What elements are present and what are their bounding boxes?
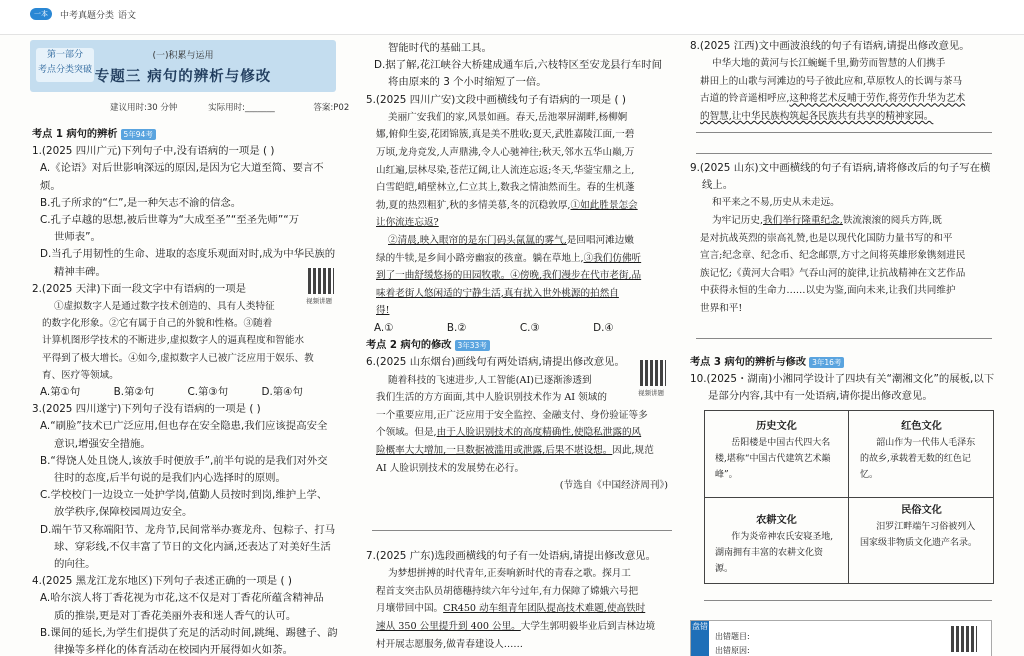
q2-option-b: B.第②句 — [113, 386, 155, 399]
q3-option-a-cont: 意识,增强安全措施。 — [54, 437, 151, 450]
q7-sentence: CR450 动车组青年团队提高技术难题,使高铁时 — [443, 603, 646, 615]
answer-line[interactable] — [372, 530, 672, 531]
q4-stem: 4.(2025 黑龙江龙东地区)下列句子表述正确的一项是 ( ) — [32, 575, 292, 588]
board-title: 农耕文化 — [756, 515, 797, 526]
q9-line: 为牢记历史,我们举行隆重纪念,铁流滚滚的阅兵方阵,既 — [712, 215, 942, 226]
q6-line: AI 人脸识别技术的发展势在必行。 — [376, 462, 525, 474]
q9-stem-cont: 线上。 — [702, 179, 734, 192]
answer-line[interactable] — [696, 338, 992, 339]
display-boards-table — [704, 410, 994, 584]
page-title: 专题三 病句的辨析与修改 — [94, 69, 272, 85]
q6-line: 一个重要应用,正广泛应用于安全监控、金融支付、身份验证等多 — [376, 409, 648, 421]
kp2-heading: 考点 2 病句的修改 3年33考 — [366, 337, 676, 354]
middle-column-bottom — [366, 548, 676, 653]
error-log-box — [690, 620, 992, 656]
q2-option-c: C.第③句 — [187, 386, 229, 399]
q4-option-b-cont: 律操等多样化的体育活动在校园内开展得如火如荼。 — [54, 644, 293, 656]
qr-code-icon[interactable] — [640, 360, 666, 386]
q6-stem: 6.(2025 山东烟台)画线句有两处语病,请提出修改意见。 — [366, 356, 625, 369]
right-column — [690, 38, 996, 126]
q7-line: 月壤带回中国。CR450 动车组青年团队提高技术难题,使高铁时 — [376, 603, 646, 615]
q6-line: 个领域。但是,由于人脸识别技术的高度精确性,使隐私泄露的风 — [376, 427, 642, 439]
q7-line: 速从 350 公里提升到 400 公里。大学生郭明毅毕业后到吉林边境 — [376, 620, 656, 632]
q5-sentence-1-cont: 让你流连忘返? — [376, 217, 439, 229]
q1-option-c: C.孔子卓越的思想,被后世尊为“大成至圣”“至圣先师”“万 — [40, 214, 299, 227]
q1-option-d-cont: 精神丰碑。 — [54, 265, 106, 278]
qr-code-icon[interactable] — [951, 626, 977, 652]
q6-source: (节选自《中国经济周刊》) — [559, 480, 668, 492]
q9-passage — [690, 194, 996, 317]
q8-line: 古道的铃音遥相呼应,这种将艺术反哺于劳作,将劳作升华为艺术 — [700, 93, 966, 105]
part-label: 第一部分 — [46, 50, 83, 60]
q5-sentence-2: ②清晨,映入眼帘的是东门码头氤氲的雾气, — [388, 234, 567, 246]
q2-passage-3: 计算机图形学技术的不断进步,虚拟数字人的逼真程度和智能水 — [42, 335, 305, 347]
q5-line: 得! — [376, 305, 390, 317]
q9-line: 和平来之不易,历史从未走远。 — [712, 197, 840, 209]
q9-line: 中获得永恒的生命力……以史为鉴,面向未来,让我们共同维护 — [700, 285, 956, 297]
error-log-tag: 盘错 — [691, 621, 709, 656]
q5-option-d: D.④ — [593, 321, 614, 334]
q9-line: 族记忆;《黄河大合唱》气吞山河的旋律,让抗战精神在文艺作品 — [700, 267, 966, 279]
board-body: 汨罗江畔端午习俗被列入国家级非物质文化遗产名录。 — [860, 522, 978, 548]
board-title: 红色文化 — [901, 421, 942, 432]
q3-option-c-cont: 放学秩序,保障校园周边安全。 — [54, 506, 193, 519]
top-bar — [0, 0, 1024, 35]
q6-passage — [366, 372, 676, 495]
error-reason-field[interactable]: 出错原因: — [715, 646, 750, 655]
middle-column — [366, 40, 676, 495]
q9-line: 世界和平! — [700, 302, 743, 314]
board-title: 民俗文化 — [901, 505, 942, 516]
kp1-heading: 考点 1 病句的辨析 5年94考 — [32, 126, 342, 143]
q1-stem: 1.(2025 四川广元)下列句子中,没有语病的一项是 ( ) — [32, 145, 275, 158]
q5-line: 味着老街人悠闲适的宁静生活,真有扰入世外桃源的拍然自 — [376, 287, 619, 299]
right-column-q10 — [690, 354, 996, 406]
q5-option-a: A.① — [374, 321, 394, 334]
q8-sentence: 这种将艺术反哺于劳作,将劳作升华为艺术 — [789, 93, 966, 105]
qr-label: 视频讲题 — [306, 297, 332, 305]
time-meta — [110, 101, 349, 113]
topic-banner — [30, 40, 336, 92]
q2-passage-1: ①虚拟数字人是通过数字技术创造的、具有人类特征 — [54, 301, 275, 313]
q2-passage-5: 育、医疗等领域。 — [42, 369, 119, 381]
q4-option-a-cont: 质的推崇,更是对丁香花美丽外表和迷人香气的认可。 — [54, 609, 297, 622]
q10-stem: 10.(2025・湖南)小湘同学设计了四块有关“潮湘文化”的展板,以下 — [690, 373, 995, 386]
brand-logo: 一本 — [30, 8, 52, 20]
q2-option-d: D.第④句 — [261, 386, 303, 399]
q5-options — [366, 320, 676, 337]
q9-line: 是对抗战英烈的崇高礼赞,也是以现代化国防力量书写的和平 — [700, 232, 953, 244]
part-sublabel: 考点分类突破 — [37, 65, 92, 75]
breadcrumb-subject: 语文 — [118, 11, 137, 21]
q6-sentence: 由于人脸识别技术的高度精确性,使隐私泄露的风 — [436, 427, 642, 439]
q2-option-a: A.第①句 — [40, 386, 81, 399]
q9-stem: 9.(2025 山东)文中画横线的句子有语病,请将修改后的句子写在横 — [690, 162, 991, 174]
q2-options — [32, 384, 342, 401]
q1-option-c-cont: 世师表”。 — [54, 231, 101, 244]
answer-line[interactable] — [696, 132, 992, 133]
board-title: 历史文化 — [756, 421, 797, 432]
q1-option-b: B.孔子所求的“仁”,是一种矢志不渝的信念。 — [40, 196, 242, 209]
q5-line: 到了一曲舒缓悠扬的田园牧歌。④傍晚,我们漫步在代市老街,品 — [376, 270, 642, 282]
left-column — [32, 126, 342, 656]
q5-option-c: C.③ — [519, 321, 540, 334]
q5-sentence-1: ①如此胜景怎会 — [570, 199, 638, 211]
q2-stem: 2.(2025 天津)下面一段文字中有语病的一项是 — [32, 282, 247, 295]
q8-passage — [690, 55, 996, 125]
q7-passage — [366, 565, 676, 653]
q3-option-d-cont: 球、穿彩线,不仅丰富了节日的文化内涵,还表达了对美好生活 — [54, 540, 331, 553]
q9-line: 宣言;纪念章、纪念币、纪念邮票,方寸之间将英雄形象镌刻进民 — [700, 250, 966, 262]
breadcrumb-series: 中考真题分类 — [60, 11, 115, 21]
q5-line: 白雪皑皑,峭壁林立,仁立其上,数我之情油然而生。春的生机蓬 — [376, 182, 635, 194]
q3-option-a: A.“刷脸”技术已广泛应用,但也存在安全隐患,我们应该提高安全 — [40, 420, 328, 433]
banner-subtitle: (一)积累与运用 — [152, 51, 214, 61]
actual-time: 实际用时:_______ — [208, 103, 275, 113]
q5-line: 美丽广安我们的家,风景如画。春天,岳池翠屏湖畔,杨柳婀 — [388, 111, 628, 123]
qr-code-icon[interactable] — [308, 268, 334, 294]
board-history — [705, 419, 848, 483]
board-body: 作为炎帝神农氏安寝圣地,湖南拥有丰富的农耕文化资源。 — [715, 532, 834, 574]
q3-option-d-cont2: 的向往。 — [54, 558, 96, 571]
q5-line: 山红遍,层林尽染,苍茫辽阔,让人流连忘返;冬天,华蓥宝鼎之上, — [376, 164, 635, 176]
right-column-q9 — [690, 160, 996, 318]
suggested-time: 建议用时:30 分钟 — [110, 103, 178, 113]
q5-line: 万顷,龙舟竞发,人声鼎沸,令人心驰神往;秋天,邻水五华山巅,万 — [376, 147, 635, 158]
q6-line: 我们生活的方方面面,其中人脸识别技术作为 AI 领域的 — [376, 392, 607, 404]
q3-stem: 3.(2025 四川遂宁)下列句子没有语病的一项是 ( ) — [32, 403, 261, 416]
q10-stem-cont: 是部分内容,其中有一处语病,请你提出修改意见。 — [708, 390, 933, 403]
board-folk — [850, 503, 993, 551]
q4-option-a: A.哈尔滨人将丁香花视为市花,这不仅是对丁香花所蕴含精神品 — [40, 592, 324, 605]
q3-option-c: C.学校校门一边设立一处护学岗,值勤人员按时到岗,维护上学、 — [40, 489, 328, 502]
error-question-field[interactable]: 出错题目: — [715, 632, 750, 641]
q5-sentence-3: ③我们仿佛听 — [583, 252, 642, 264]
q7-line: 村开展志愿服务,做青春建设人…… — [376, 638, 523, 650]
q8-line: 中华大地的黄河与长江蜿蜒千里,勤劳而智慧的人们携手 — [712, 58, 946, 70]
q3-option-b-cont: 往时的态度,后半句说的是我们内心选择时的原则。 — [54, 472, 286, 485]
q1-option-d: D.当孔子用韧性的生命、进取的态度乐观面对时,成为中华民族的 — [40, 248, 336, 261]
board-red — [850, 419, 993, 483]
board-body: 岳阳楼是中国古代四大名楼,堪称“中国古代建筑艺术巅峰”。 — [715, 438, 831, 480]
board-body: 韶山作为一代伟人毛泽东的故乡,承载着无数的红色记忆。 — [860, 438, 976, 480]
q1-option-a: A.《论语》对后世影响深远的原因,是因为它大道至简、要言不烦。 — [40, 162, 324, 192]
q2-passage-2: 的数字化形象。②它有属于自己的外貌和性格。③随着 — [42, 318, 273, 330]
q6-line: 随着科技的飞速进步,人工智能(AI)已逐渐渗透到 — [388, 374, 592, 386]
q5-option-b: B.② — [446, 321, 467, 334]
q3-option-b: B.“得饶人处且饶人,该放手时便放手”,前半句说的是我们对外交 — [40, 454, 328, 467]
q4-option-b: B.课间的延长,为学生们提供了充足的活动时间,跳绳、踢毽子、韵 — [40, 626, 338, 639]
q5-passage — [366, 109, 676, 320]
answer-line[interactable] — [696, 153, 992, 154]
q7-stem: 7.(2025 广东)选段画横线的句子有一处语病,请提出修改意见。 — [366, 550, 657, 562]
q5-line: 娜,俯仰生姿,花团锦簇,真是美不胜收;夏天,武胜嘉陵江面,一碧 — [376, 129, 635, 141]
q7-line: 为梦想拼搏的时代青年,正奏响新时代的青春之歌。探月工 — [388, 568, 631, 580]
prev-option-d-cont: 将由原来的 3 个小时缩短了一倍。 — [388, 76, 547, 89]
kp3-heading: 考点 3 病句的辨析与修改 3年16考 — [690, 354, 996, 371]
qr-label: 视频讲题 — [638, 389, 664, 397]
q5-stem: 5.(2025 四川广安)文段中画横线句子有语病的一项是 ( ) — [366, 93, 626, 106]
q2-passage-4: 平得到了极大增长。④如今,虚拟数字人已被广泛应用于娱乐、教 — [42, 352, 314, 364]
q8-sentence-cont: 的智慧,让中华民族构筑起各民族共有共享的精神家园。 — [700, 110, 934, 122]
prev-option-cont: 智能时代的基础工具。 — [388, 42, 492, 54]
q5-sentence-4: ④傍晚,我们漫步在代市老街,品 — [510, 270, 642, 282]
q5-line: 勃,夏的热烈粗犷,秋的多情美慕,冬的沉稳敦厚,①如此胜景怎会 — [376, 199, 638, 211]
answer-ref: 答案:P02 — [313, 103, 350, 113]
q6-line: 险概率大大增加,一旦数据被滥用或泄露,后果不堪设想。因此,规范 — [376, 444, 654, 456]
q5-line: ②清晨,映入眼帘的是东门码头氤氲的雾气,是回唱河滩边嫩 — [388, 234, 634, 246]
q3-option-d: D.端午节又称端阳节、龙舟节,民间常举办赛龙舟、包粽子、打马 — [40, 523, 336, 536]
prev-option-d: D.据了解,花江峡谷大桥建成通车后,六枝特区至安龙县行车时间 — [374, 59, 663, 72]
answer-line[interactable] — [704, 600, 992, 601]
q8-stem: 8.(2025 江西)文中画波浪线的句子有语病,请提出修改意见。 — [690, 40, 970, 52]
q5-line: 绿的牛犊,是乡间小路旁幽寂的孩童。躺在草地上,③我们仿佛听 — [376, 252, 642, 264]
board-farming — [705, 513, 848, 577]
q9-sentence: 我们举行隆重纪念, — [763, 215, 843, 226]
q8-line: 耕田上的山歌与河滩边的号子彼此应和,草原牧人的长调与茶马 — [700, 75, 963, 87]
q7-line: 程首支突击队员胡德穗持续六年兮过年,有力保障了嫦娥六号把 — [376, 585, 639, 597]
